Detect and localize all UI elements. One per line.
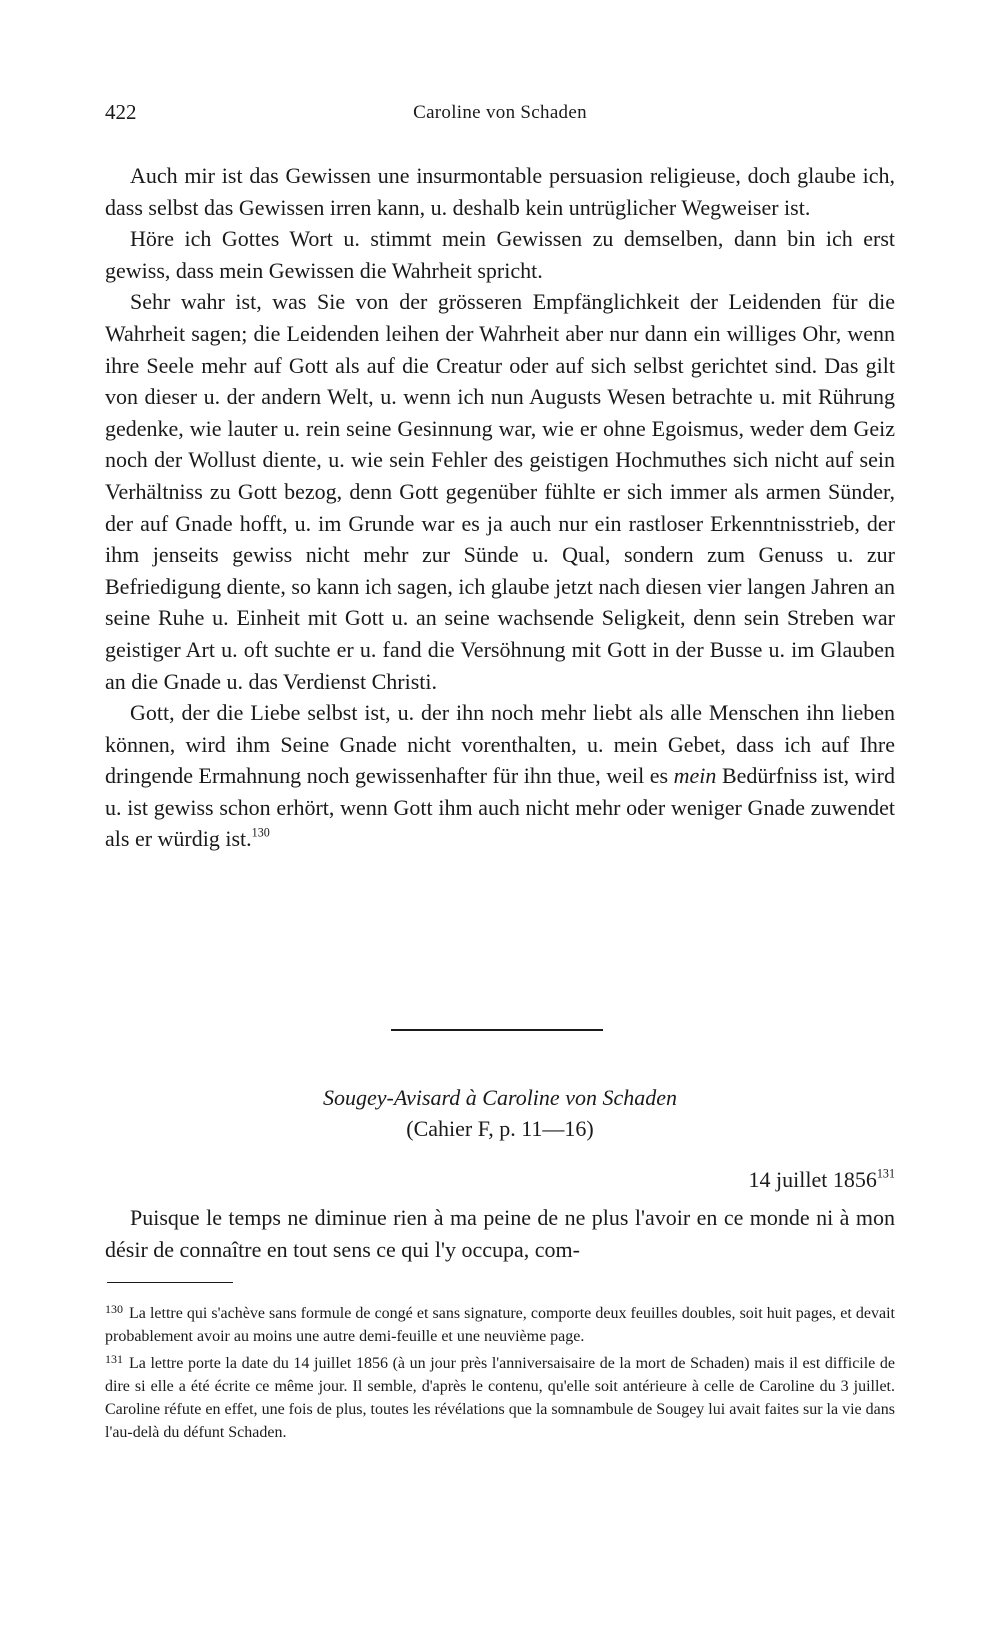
footnote-131	[105, 1348, 895, 1444]
running-title: Caroline von Schaden	[413, 102, 587, 123]
footnote-text: La lettre porte la date du 14 juillet 1856 (à un jour près l'anniversaisaire de la mort de Schaden) mais il est difficile de dire si elle a été écrite ce même jour. Il semble, d'après le contenu, qu'elle soit antérieure à celle de Caroline du 3 juillet. Caroline réfute en effet, une fois de plus, toutes les révélations que la somnambule de Sougey lui avait faites sur la vie dans l'au-delà du défunt Schaden.	[105, 1355, 895, 1441]
footnote-number: 131	[105, 1352, 123, 1367]
emphasis-word: mein	[673, 763, 717, 789]
footnote-rule	[107, 1282, 233, 1283]
date-text: 14 juillet 1856	[748, 1167, 877, 1192]
letter-body-sougey	[105, 1202, 895, 1265]
section-title: Sougey-Avisard à Caroline von Schaden	[323, 1085, 677, 1110]
paragraph: Sehr wahr ist, was Sie von der grösseren Empfänglichkeit der Leidenden für die Wahrheit sagen; die Leidenden leihen der Wahrheit aber nur dann ein williges Ohr, wenn ihre Seele mehr auf Gott als auf die Creatur oder auf sich selbst gerichtet sind. Das gilt von dieser u. der andern Welt, u. wenn ich nun Augusts Wesen betrachte u. mit Rührung gedenke, wie lauter u. rein seine Gesinnung war, wie er ohne Egoismus, weder dem Geiz noch der Wollust diente, u. wie sein Fehler des geistigen Hochmuthes sich nicht auf sein Verhältniss zu Gott bezog, denn Gott gegenüber fühlte er sich immer als armen Sünder, der auf Gnade hofft, u. im Grunde war es ja auch nur ein rastloser Erkenntnisstrieb, der ihm jenseits gewiss nicht mehr zur Sünde u. Qual, sondern zum Genuss u. zur Befriedigung diente, so kann ich sagen, ich glaube jetzt nach diesen vier langen Jahren an seine Ruhe u. Einheit mit Gott u. an seine wachsende Seligkeit, denn sein Streben war geistiger Art u. oft suchte er u. fand die Versöhnung mit Gott in der Busse u. im Glauben an die Gnade u. das Verdienst Christi.	[105, 289, 895, 694]
footnote-ref-131[interactable]: 131	[876, 1166, 895, 1181]
paragraph: Puisque le temps ne diminue rien à ma peine de ne plus l'avoir en ce monde ni à mon désir de connaître en tout sens ce qui l'y occupa, com-	[105, 1205, 895, 1262]
section-heading	[105, 1082, 895, 1144]
section-divider	[391, 1029, 603, 1031]
paragraph-text: Bedürfniss ist, wird u. ist gewiss schon erhört, wenn Gott ihm auch nicht mehr oder weniger Gnade zuwendet als er würdig ist.	[105, 763, 895, 852]
footnote-130	[105, 1298, 895, 1348]
section-source: (Cahier F, p. 11—16)	[406, 1116, 594, 1141]
letter-body-caroline	[105, 160, 895, 855]
paragraph: Auch mir ist das Gewissen une insurmontable persuasion religieuse, doch glaube ich, dass selbst das Gewissen irren kann, u. deshalb kein untrüglicher Wegweiser ist.	[105, 163, 895, 220]
paragraph: Höre ich Gottes Wort u. stimmt mein Gewissen zu demselben, dann bin ich erst gewiss, dass mein Gewissen die Wahrheit spricht.	[105, 226, 895, 283]
footnote-number: 130	[105, 1302, 123, 1316]
page-header	[105, 100, 895, 132]
footnotes	[105, 1298, 895, 1444]
paragraph-text: Gott, der die Liebe selbst ist, u. der ihn noch mehr liebt als alle Menschen ihn lieben können, wird ihm Seine Gnade nicht vorenthalten, u. mein Gebet, dass ich auf Ihre dringende Ermahnung noch gewissenhafter für ihn thue, weil es	[105, 700, 895, 789]
letter-date	[749, 1167, 895, 1193]
footnote-text: La lettre qui s'achève sans formule de congé et sans signature, comporte deux feuilles doubles, soit huit pages, et devait probablement avoir au moins une autre demi-feuille et une neuvième page.	[105, 1304, 895, 1345]
page-number: 422	[105, 100, 137, 124]
paragraph-last	[105, 697, 895, 855]
footnote-ref-130[interactable]: 130	[251, 825, 270, 840]
